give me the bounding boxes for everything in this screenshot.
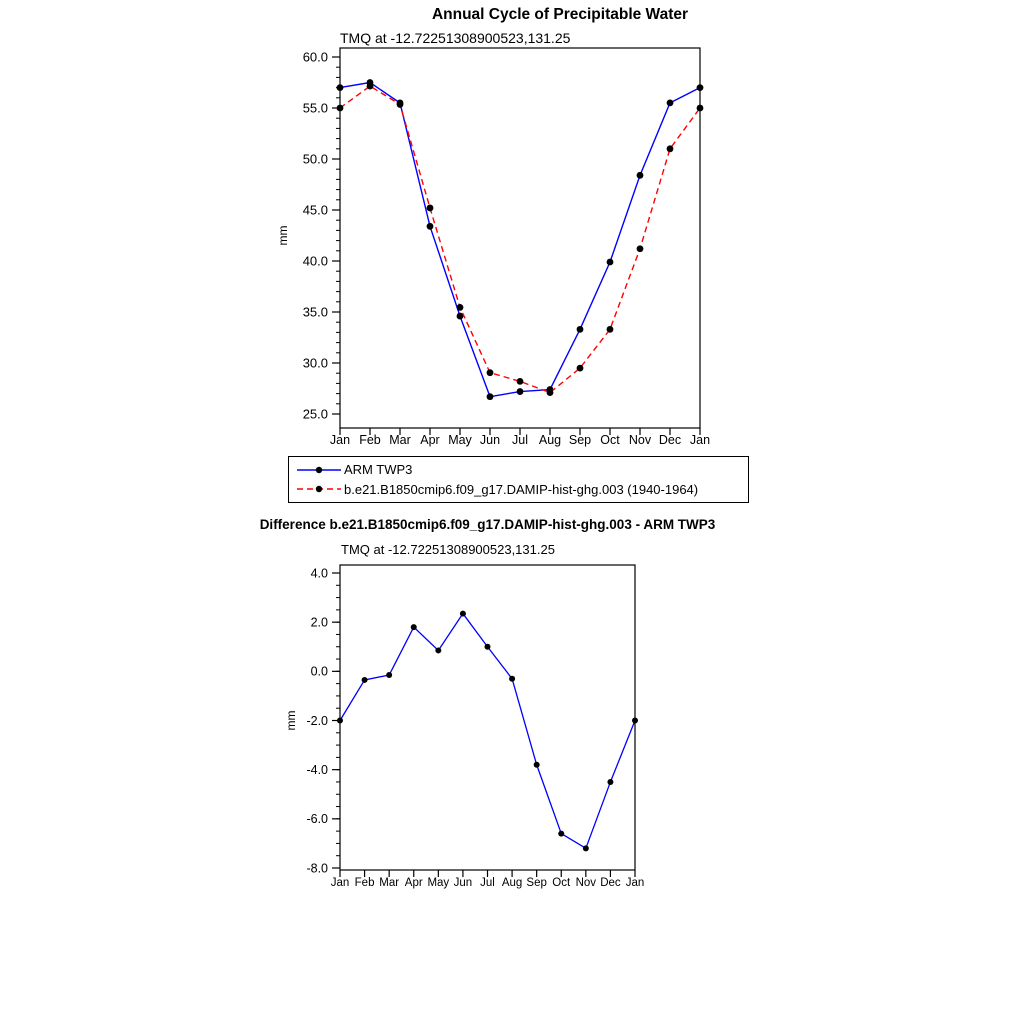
series-line-0 xyxy=(340,83,700,397)
data-point-marker xyxy=(487,369,494,376)
legend xyxy=(288,456,749,503)
x-tick-label: Apr xyxy=(420,433,440,447)
data-point-marker xyxy=(386,672,392,678)
chart-plot-0 xyxy=(276,48,710,447)
y-tick-label: 4.0 xyxy=(310,566,328,581)
x-tick-label: Sep xyxy=(526,877,547,889)
x-tick-label: Oct xyxy=(600,433,620,447)
data-point-marker xyxy=(637,245,644,252)
top-chart-title: Annual Cycle of Precipitable Water xyxy=(431,6,689,23)
x-tick-label: Mar xyxy=(379,877,400,889)
chart-plot-1 xyxy=(284,565,644,889)
data-point-marker xyxy=(667,145,674,152)
x-tick-label: Nov xyxy=(628,433,652,447)
data-point-marker xyxy=(607,326,614,333)
bottom-chart-title: Difference b.e21.B1850cmip6.f09_g17.DAMIP-hist-ghg.003 - ARM TWP3 xyxy=(259,517,716,532)
y-tick-label: -4.0 xyxy=(306,762,328,777)
bottom-chart-subtitle: TMQ at -12.72251308900523,131.25 xyxy=(341,542,555,557)
x-tick-label: Jan xyxy=(329,433,351,447)
data-point-marker xyxy=(427,205,434,212)
y-tick-label: 30.0 xyxy=(302,355,328,371)
x-tick-label: May xyxy=(427,877,450,889)
data-point-marker xyxy=(558,831,564,837)
legend-item xyxy=(296,460,741,480)
plot-frame xyxy=(340,565,635,870)
plot-frame xyxy=(340,48,700,428)
y-tick-label: -8.0 xyxy=(306,861,328,876)
data-point-marker xyxy=(337,105,344,112)
x-tick-label: Dec xyxy=(600,877,621,889)
legend-line-sample xyxy=(296,482,342,496)
data-point-marker xyxy=(362,677,368,683)
legend-line-sample xyxy=(296,463,342,477)
data-point-marker xyxy=(337,718,343,724)
data-point-marker xyxy=(577,326,584,333)
data-point-marker xyxy=(367,83,374,90)
data-point-marker xyxy=(509,676,515,682)
y-axis-title: mm xyxy=(284,710,298,731)
y-tick-label: 55.0 xyxy=(302,100,328,116)
legend-item xyxy=(296,480,741,500)
x-tick-label: Jun xyxy=(479,433,501,447)
data-point-marker xyxy=(337,84,344,91)
y-tick-label: -2.0 xyxy=(306,713,328,728)
x-tick-label: Jan xyxy=(330,877,350,889)
x-tick-label: Oct xyxy=(552,877,571,889)
data-point-marker xyxy=(583,845,589,851)
x-tick-label: May xyxy=(448,433,472,447)
x-tick-label: Feb xyxy=(359,433,381,447)
data-point-marker xyxy=(534,762,540,768)
y-tick-label: 40.0 xyxy=(302,253,328,269)
x-tick-label: Mar xyxy=(389,433,411,447)
data-point-marker xyxy=(427,223,434,230)
y-tick-label: 45.0 xyxy=(302,202,328,218)
data-point-marker xyxy=(667,100,674,107)
data-point-marker xyxy=(411,624,417,630)
x-tick-label: Dec xyxy=(658,433,682,447)
x-tick-label: Jun xyxy=(453,877,473,889)
x-tick-label: Jul xyxy=(512,433,528,447)
y-tick-label: 35.0 xyxy=(302,304,328,320)
x-tick-label: Jul xyxy=(480,877,495,889)
x-tick-label: Sep xyxy=(568,433,592,447)
legend-label: ARM TWP3 xyxy=(344,462,413,478)
data-point-marker xyxy=(517,388,524,395)
x-tick-label: Aug xyxy=(538,433,562,447)
data-point-marker xyxy=(517,378,524,385)
x-tick-label: Aug xyxy=(501,877,523,889)
data-point-marker xyxy=(435,647,441,653)
y-tick-label: 25.0 xyxy=(302,406,328,422)
top-chart-subtitle: TMQ at -12.72251308900523,131.25 xyxy=(340,30,571,46)
data-point-marker xyxy=(607,259,614,266)
x-tick-label: Jan xyxy=(689,433,711,447)
data-point-marker xyxy=(547,389,554,396)
data-point-marker xyxy=(487,393,494,400)
series-line-1 xyxy=(340,86,700,393)
data-point-marker xyxy=(485,644,491,650)
data-point-marker xyxy=(632,718,638,724)
y-tick-label: -6.0 xyxy=(306,812,328,827)
legend-label: b.e21.B1850cmip6.f09_g17.DAMIP-hist-ghg.003 (1940-1964) xyxy=(344,481,699,497)
y-tick-label: 60.0 xyxy=(302,49,328,65)
data-point-marker xyxy=(397,101,404,108)
y-axis-title: mm xyxy=(276,225,290,246)
data-point-marker xyxy=(607,779,613,785)
x-tick-label: Feb xyxy=(354,877,375,889)
x-tick-label: Nov xyxy=(575,877,597,889)
data-point-marker xyxy=(577,365,584,372)
y-tick-label: 50.0 xyxy=(302,151,328,167)
data-point-marker xyxy=(637,172,644,179)
y-tick-label: 2.0 xyxy=(310,615,328,630)
x-tick-label: Jan xyxy=(625,877,645,889)
data-point-marker xyxy=(457,304,464,311)
data-point-marker xyxy=(460,611,466,617)
x-tick-label: Apr xyxy=(404,877,423,889)
data-point-marker xyxy=(697,105,704,112)
data-point-marker xyxy=(697,84,704,91)
y-tick-label: 0.0 xyxy=(310,664,328,679)
